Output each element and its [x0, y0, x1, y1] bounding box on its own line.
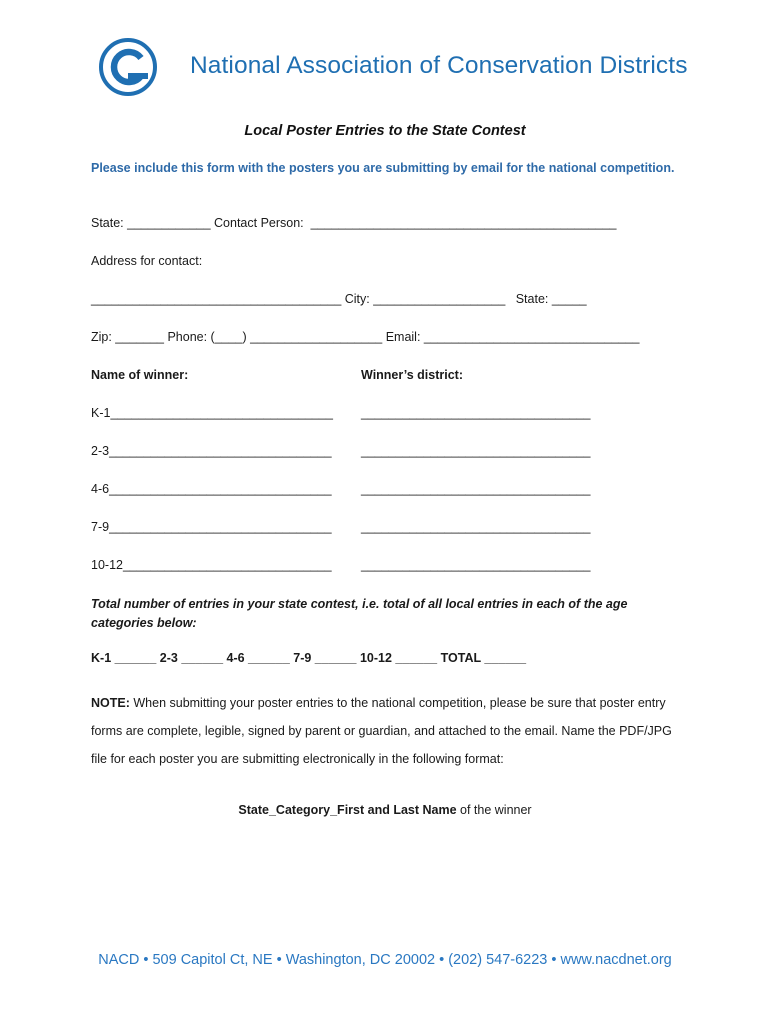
address-city-state-line: ____________________________________ City: ___________________ State: _____ [91, 292, 587, 306]
winner-row-4-6: 4-6________________________________ [91, 482, 332, 496]
state-contact-line: State: ____________ Contact Person: ____________________________________________ [91, 216, 617, 230]
file-format-line [0, 803, 770, 817]
district-row-2-3: _________________________________ [361, 444, 591, 458]
winner-row-10-12: 10-12______________________________ [91, 558, 332, 572]
winner-row-7-9: 7-9________________________________ [91, 520, 332, 534]
org-name: National Association of Conservation Districts [190, 52, 688, 79]
format-rest: of the winner [456, 803, 532, 817]
note-text: When submitting your poster entries to the national competition, please be sure that poster entry forms are complete, legible, signed by parent or guardian, and attached to the email. Name the PDF/JPG file for each poster you are submitting electronically in the following format: [91, 696, 672, 766]
winner-row-k1: K-1________________________________ [91, 406, 333, 420]
note-paragraph [91, 689, 691, 773]
winner-header: Name of winner: [91, 368, 189, 382]
winner-row-2-3: 2-3________________________________ [91, 444, 332, 458]
address-label: Address for contact: [91, 254, 203, 268]
district-row-10-12: _________________________________ [361, 558, 591, 572]
district-row-k1: _________________________________ [361, 406, 591, 420]
district-row-4-6: _________________________________ [361, 482, 591, 496]
form-title: Local Poster Entries to the State Contest [244, 123, 526, 139]
zip-phone-email-line: Zip: _______ Phone: (____) ___________________ Email: _______________________________ [91, 330, 640, 344]
form-intro: Please include this form with the posters you are submitting by email for the national competition. [91, 161, 675, 175]
totals-line: K-1 ______ 2-3 ______ 4-6 ______ 7-9 ______ 10-12 ______ TOTAL ______ [91, 651, 527, 665]
district-row-7-9: _________________________________ [361, 520, 591, 534]
nacd-c-logo-icon [98, 37, 158, 97]
format-bold: State_Category_First and Last Name [238, 803, 457, 817]
footer-contact: NACD • 509 Capitol Ct, NE • Washington, DC 20002 • (202) 547-6223 • www.nacdnet.org [98, 952, 672, 968]
total-entries-note: Total number of entries in your state contest, i.e. total of all local entries in each of the age categories below: [91, 597, 628, 630]
district-header: Winner’s district: [361, 368, 463, 382]
note-label: NOTE: [91, 696, 130, 710]
